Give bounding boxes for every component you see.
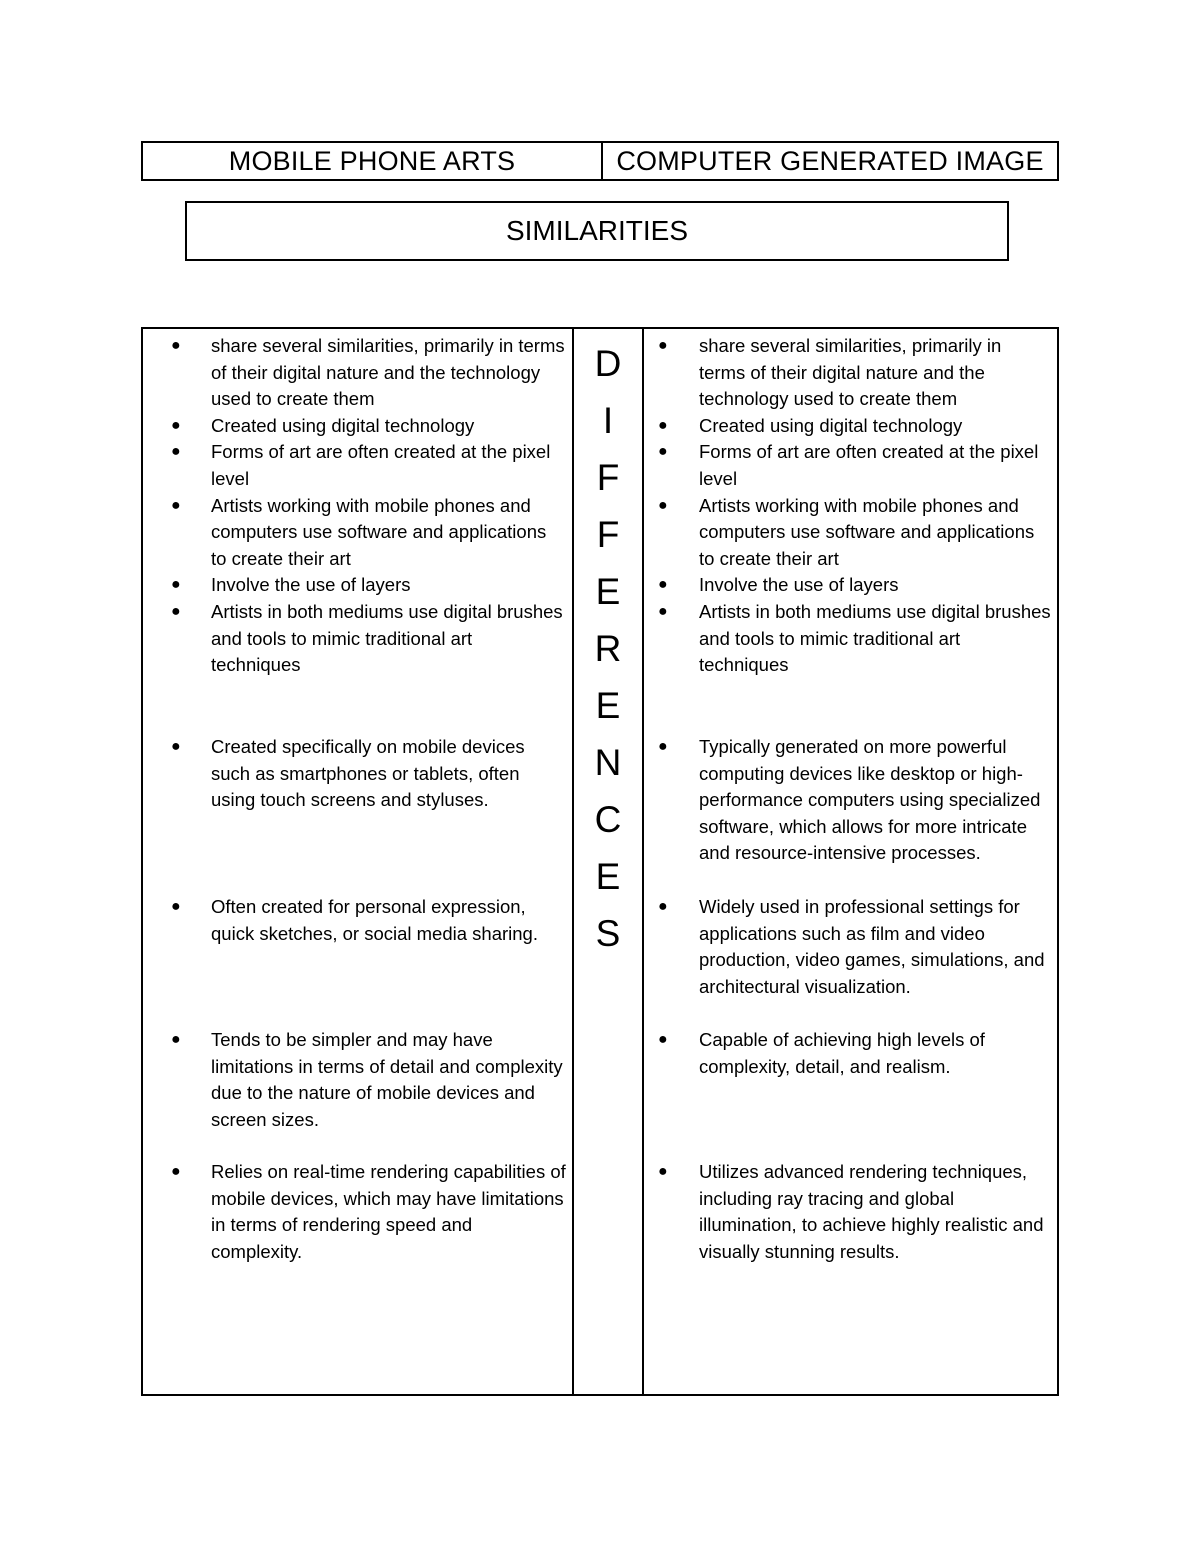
list-item: ● Often created for personal expression, quick sketches, or social media sharing. [171,896,538,944]
mobile-difference-1 [143,734,572,814]
header-computer-generated-image: COMPUTER GENERATED IMAGE [616,145,1044,176]
mobile-difference-3 [143,1027,572,1133]
bullet-icon: ● [658,443,668,461]
bullet-icon: ● [658,416,668,434]
cgi-difference-4 [644,1159,1057,1265]
list-item: ● Created specifically on mobile devices such as smartphones or tablets, often using touch screens and styluses. [171,736,525,811]
cgi-difference-1 [644,734,1057,867]
bullet-icon: ● [658,738,668,755]
bullet-icon: ● [658,496,668,514]
list-item: ● Forms of art are often created at the pixel level [658,441,1039,489]
bullet-icon: ● [171,1163,181,1180]
bullet-icon: ● [658,576,668,594]
list-item: ● share several similarities, primarily in terms of their digital nature and the technology used to create them [171,335,565,410]
differences-letter: F [596,514,620,555]
differences-letter: D [594,343,622,384]
bullet-icon: ● [171,416,181,434]
bullet-icon: ● [658,1163,668,1180]
bullet-icon: ● [171,443,181,461]
bullet-icon: ● [171,496,181,514]
list-item: ● Widely used in professional settings for applications such as film and video production, video games, simulations, and architectural visualization. [658,896,1045,997]
cgi-similarities-list [644,333,1057,679]
list-item: ● Forms of art are often created at the pixel level [171,441,551,489]
list-item: ● Artists working with mobile phones and computers use software and applications to create their art [171,494,547,569]
differences-letter: C [594,799,622,840]
bullet-icon: ● [171,576,181,594]
header-mobile-phone-arts: MOBILE PHONE ARTS [143,143,603,179]
list-item: ● Typically generated on more powerful computing devices like desktop or high-performance computers using specialized software, which allows for more intricate and resource-intensive processes. [658,736,1041,864]
bullet-icon: ● [658,898,668,915]
list-item: ● share several similarities, primarily in terms of their digital nature and the technology used to create them [658,335,1002,410]
differences-letter: F [596,457,620,498]
cgi-column [644,329,1057,1394]
similarities-title: SIMILARITIES [185,201,1009,261]
list-item: ● Involve the use of layers [644,572,1057,599]
bullet-icon: ● [171,898,181,915]
comparison-table [141,327,1059,1396]
list-item: ● Tends to be simpler and may have limitations in terms of detail and complexity due to the nature of mobile devices and screen sizes. [171,1029,563,1130]
cgi-difference-2 [644,894,1057,1000]
bullet-icon: ● [171,1031,181,1048]
differences-column [574,329,644,1394]
mobile-similarities-list [143,333,572,679]
list-item: ● Artists in both mediums use digital brushes and tools to mimic traditional art techniques [658,600,1051,676]
list-item: ● Created using digital technology [143,413,572,440]
bullet-icon: ● [171,738,181,755]
bullet-icon: ● [658,602,668,620]
differences-letter: R [594,628,622,669]
differences-letter: E [595,571,621,612]
differences-letter: S [595,913,621,954]
bullet-icon: ● [171,337,181,354]
bullet-icon: ● [171,602,181,620]
cgi-difference-3 [644,1027,1057,1080]
bullet-icon: ● [658,337,668,354]
list-item: ● Artists in both mediums use digital brushes and tools to mimic traditional art techniques [171,600,563,676]
list-item: ● Capable of achieving high levels of complexity, detail, and realism. [658,1029,985,1077]
mobile-difference-2 [143,894,572,947]
list-item: ● Artists working with mobile phones and computers use software and applications to create their art [658,494,1035,569]
list-item: ● Utilizes advanced rendering techniques, including ray tracing and global illumination, to achieve highly realistic and visually stunning results. [658,1161,1044,1262]
mobile-difference-4 [143,1159,572,1265]
list-item: ● Relies on real-time rendering capabilities of mobile devices, which may have limitations in terms of rendering speed and complexity. [171,1161,566,1262]
differences-letter: E [595,685,621,726]
header-row [141,141,1059,181]
differences-letter: I [602,400,614,441]
differences-letter: E [595,856,621,897]
bullet-icon: ● [658,1031,668,1048]
list-item: ● Involve the use of layers [143,572,572,599]
mobile-column [143,329,574,1394]
list-item: ● Created using digital technology [644,413,1057,440]
differences-letter: N [594,742,622,783]
